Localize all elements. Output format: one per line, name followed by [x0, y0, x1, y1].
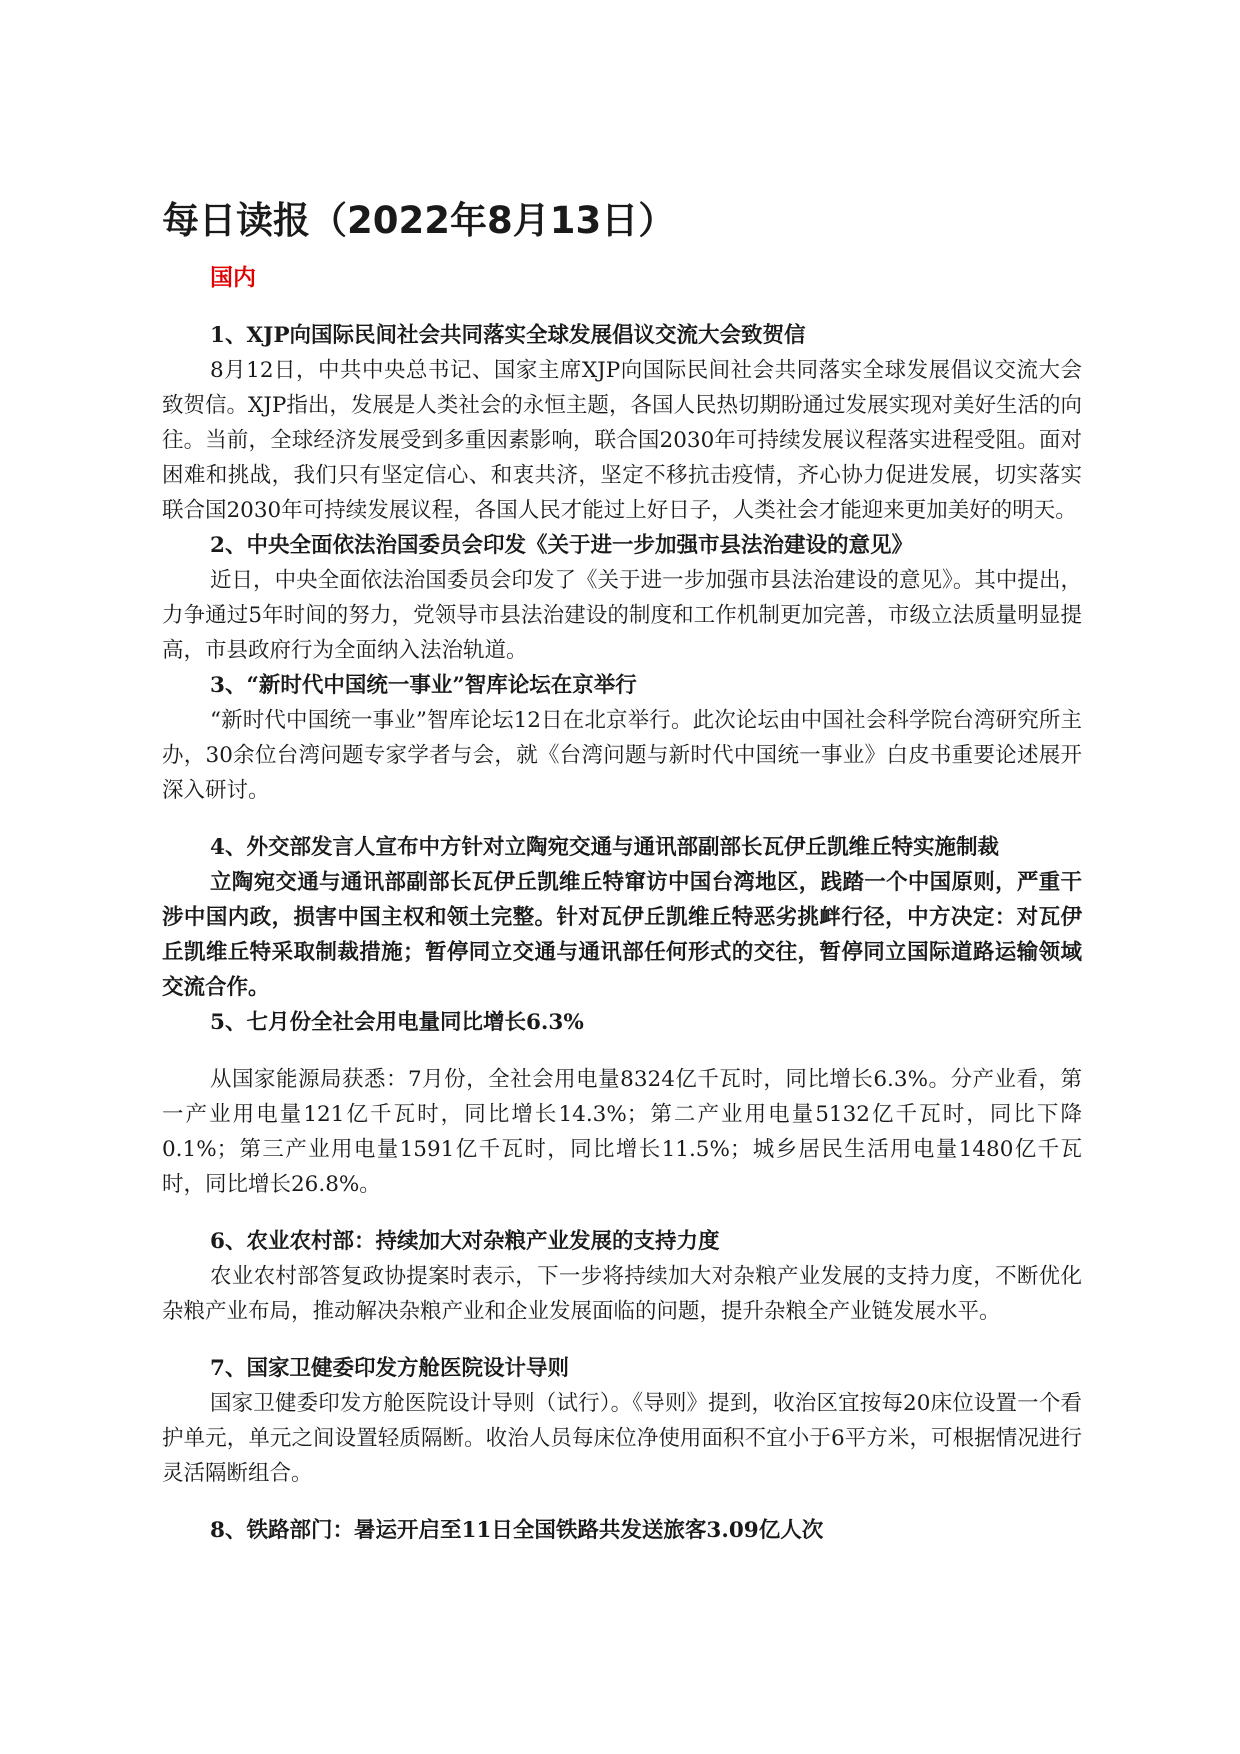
page-title: 每日读报（2022年8月13日） [162, 199, 676, 242]
article-title: 7、国家卫健委印发方舱医院设计导则 [210, 1356, 569, 1381]
article-4 [162, 830, 1082, 1005]
article-body: 国家卫健委印发方舱医院设计导则（试行）。《导则》提到，收治区宜按每20床位设置一个看护单元，单元之间设置轻质隔断。收治人员每床位净使用面积不宜小于6平方米，可根据情况进行灵活隔断组合。 [162, 1391, 1082, 1486]
section-label-domestic: 国内 [210, 265, 256, 291]
article-body: 立陶宛交通与通讯部副部长瓦伊丘凯维丘特窜访中国台湾地区，践踏一个中国原则，严重干涉中国内政，损害中国主权和领土完整。针对瓦伊丘凯维丘特恶劣挑衅行径，中方决定：对瓦伊丘凯维丘特采取制裁措施；暂停同立交通与通讯部任何形式的交往，暂停同立国际道路运输领域交流合作。 [162, 870, 1082, 1000]
article-title: 4、外交部发言人宣布中方针对立陶宛交通与通讯部副部长瓦伊丘凯维丘特实施制裁 [210, 835, 999, 860]
article-7 [162, 1351, 1082, 1491]
article-title: 3、“新时代中国统一事业”智库论坛在京举行 [210, 673, 637, 698]
article-title: 5、七月份全社会用电量同比增长6.3% [210, 1010, 584, 1035]
article-5 [162, 1005, 1082, 1202]
article-body: 农业农村部答复政协提案时表示，下一步将持续加大对杂粮产业发展的支持力度，不断优化杂粮产业布局，推动解决杂粮产业和企业发展面临的问题，提升杂粮全产业链发展水平。 [162, 1264, 1082, 1324]
article-3 [162, 668, 1082, 808]
document-page [162, 196, 1082, 1548]
article-2 [162, 528, 1082, 668]
article-body: 从国家能源局获悉：7月份，全社会用电量8324亿千瓦时，同比增长6.3%。分产业看，第一产业用电量121亿千瓦时，同比增长14.3%；第二产业用电量5132亿千瓦时，同比下降0.1%；第三产业用电量1591亿千瓦时，同比增长11.5%；城乡居民生活用电量1480亿千瓦时，同比增长26.8%。 [162, 1067, 1082, 1197]
article-body: 近日，中央全面依法治国委员会印发了《关于进一步加强市县法治建设的意见》。其中提出，力争通过5年时间的努力，党领导市县法治建设的制度和工作机制更加完善，市级立法质量明显提高，市县政府行为全面纳入法治轨道。 [162, 568, 1082, 663]
article-title: 2、中央全面依法治国委员会印发《关于进一步加强市县法治建设的意见》 [210, 533, 913, 558]
article-title: 8、铁路部门：暑运开启至11日全国铁路共发送旅客3.09亿人次 [210, 1518, 824, 1543]
article-6 [162, 1224, 1082, 1329]
article-title: 6、农业农村部：持续加大对杂粮产业发展的支持力度 [210, 1229, 720, 1254]
article-title: 1、XJP向国际民间社会共同落实全球发展倡议交流大会致贺信 [210, 323, 806, 348]
article-body: 8月12日，中共中央总书记、国家主席XJP向国际民间社会共同落实全球发展倡议交流大会致贺信。XJP指出，发展是人类社会的永恒主题，各国人民热切期盼通过发展实现对美好生活的向往。当前，全球经济发展受到多重因素影响，联合国2030年可持续发展议程落实进程受阻。面对困难和挑战，我们只有坚定信心、和衷共济，坚定不移抗击疫情，齐心协力促进发展，切实落实联合国2030年可持续发展议程，各国人民才能过上好日子，人类社会才能迎来更加美好的明天。 [162, 358, 1082, 523]
article-1 [162, 318, 1082, 528]
article-8 [162, 1513, 1082, 1548]
article-body: “新时代中国统一事业”智库论坛12日在北京举行。此次论坛由中国社会科学院台湾研究所主办，30余位台湾问题专家学者与会，就《台湾问题与新时代中国统一事业》白皮书重要论述展开深入研讨。 [162, 708, 1082, 803]
